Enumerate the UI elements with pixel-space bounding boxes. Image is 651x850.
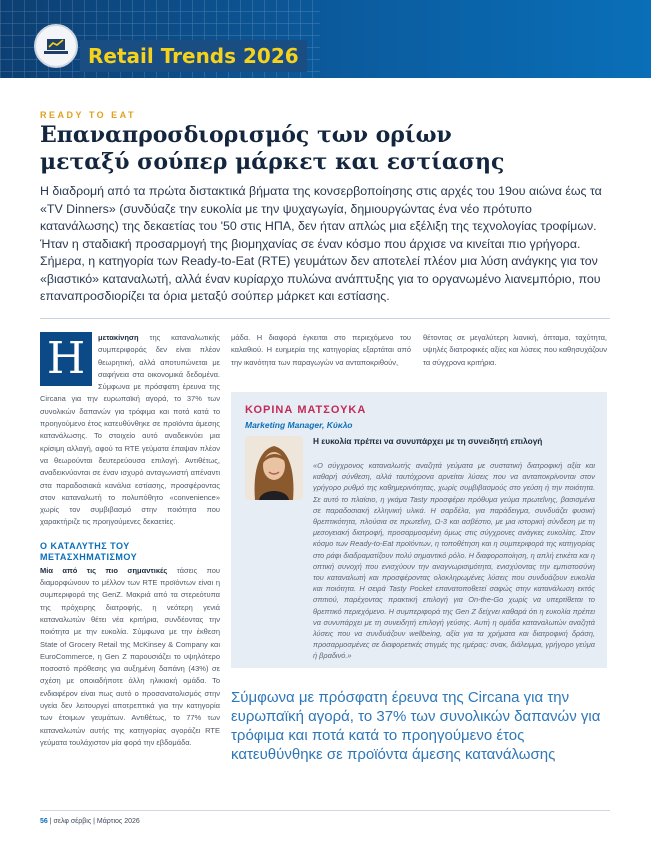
headline-line-2: μεταξύ σούπερ μάρκετ και εστίασης (40, 149, 505, 175)
portrait-photo (245, 436, 303, 500)
section-2-paragraph (40, 565, 220, 749)
section-2-bold: Μία από τις πιο σημαντικές (40, 565, 168, 575)
interview-question: Η ευκολία πρέπει να συνυπάρχει με τη συνειδητή επιλογή (313, 436, 543, 446)
section-2-text: τάσεις που διαμορφώνουν το μέλλον των RTE προϊόντων είναι η συμπεριφορά της GenZ. Μακριά από τα στερεότυπα της πρόχειρης διατροφής, η νεότερη γενιά καταναλωτών θέτει νέα κριτήρια, συνδέοντας την ποιότητα με την ευκολία. Σύμφωνα με την έκθεση State of Grocery Retail της McKinsey & Company και EuroCommerce, η Gen Z παρουσιάζει το υψηλότερο ποσοστό πρόθεσης για αυξημένη δαπάνη (43%) σε σχέση με οποιαδήποτε άλλη ηλικιακή ομάδα. Το ενδιαφέρον είναι πως αυτό ο προσανατολισμός στην υγεία δεν λειτουργεί αποτρεπτικά για την κατηγορία των έτοιμων γευμάτων. Αντιθέτως, το 77% των καταναλωτών αυτής της κατηγορίας αγοράζει RTE γεύματα τουλάχιστον μία φορά την εβδομάδα. (40, 565, 220, 747)
column-3-text: θέτοντας σε μεγαλύτερη λιανική, όπταμα, ταχύτητα, υψηλές διατροφικές αξίες και λύσεις που καθησυχάζουν τα σύγχρονα κριτήρια. (423, 333, 607, 367)
interviewee-role: Marketing Manager, Κύκλο (245, 420, 353, 430)
magazine-name: σελφ σέρβις (53, 818, 92, 825)
section-subhead: Ο ΚΑΤΑΛΥΤΗΣ ΤΟΥ ΜΕΤΑΣΧΗΜΑΤΙΣΜΟΥ (40, 540, 138, 562)
interview-box (231, 392, 607, 668)
chart-laptop-icon (34, 24, 78, 68)
intro-text: της καταναλωτικής συμπεριφοράς δεν είναι πλέον θεωρητική, αλλά αποτυπώνεται με σαφήνεια στα οικονομικά δεδομένα. Σύμφωνα με πρόσφατη έρευνα της Circana για την ευρωπαϊκή αγορά, το 37% των συνολικών δαπανών για τρόφιμα και ποτά κατά το προηγούμενο έτος κατευθύνθηκε σε προϊόντα άμεσης κατανάλωσης. Το στοιχείο αυτό αναδεικνύει μια κρίσιμη αλλαγή, αφού τα RTE γεύματα έπαψαν πλέον να θεωρούνται δευτερεύουσα επιλογή. Αντιθέτως, αναδεικνύονται σε έναν ισχυρό ανταγωνιστή απέναντι στα παραδοσιακά κανάλια εστίασης, προσφέροντας στον καταναλωτή το πολυπόθητο «convenience» χωρίς τον συμβιβασμό στην ποιότητα που χαρακτήριζε τις προηγούμενες δεκαετίες. (40, 333, 220, 527)
column-2 (231, 332, 411, 369)
interviewee-name: ΚΟΡΙΝΑ ΜΑΤΣΟΥΚΑ (245, 404, 367, 416)
page-footer (40, 818, 140, 825)
article-headline (40, 122, 600, 176)
pull-quote: Σύμφωνα με πρόσφατη έρευνα της Circana για την ευρωπαϊκή αγορά, το 37% των συνολικών δαπανών για τρόφιμα και ποτά κατά το προηγούμενο έτος κατευθύνθηκε σε προϊόντα άμεσης κατανάλωσης (231, 689, 601, 763)
issue-date: Μάρτιος 2026 (96, 818, 140, 825)
footer-separator-2: | (93, 818, 97, 825)
page-number: 56 (40, 818, 48, 825)
article-kicker: READY TO EAT (40, 110, 137, 120)
column-3 (423, 332, 607, 369)
footer-separator: | (49, 818, 54, 825)
intro-bold: μετακίνηση (98, 333, 139, 342)
drop-cap: Η (40, 332, 92, 386)
header-banner (0, 0, 651, 78)
headline-line-1: Επαναπροσδιορισμός των ορίων (40, 122, 452, 148)
divider (40, 318, 610, 319)
column-1 (40, 332, 220, 749)
interview-answer: «Ο σύγχρονος καταναλωτής αναζητά γεύματα με συστατική διατροφική αξία και καθαρή σύνθεση, αλλά ταυτόχρονα αρνείται λύσεις που να ανταποκρίνονται στον γρήγορο ρυθμό της καθημερινότητας, χωρίς συμβιβασμούς στο γεύση ή την ποιότητα. Σε αυτό το πλαίσιο, η γκάμα Tasty προσφέρει πρόθυμα γεύμα πρωτεΐνης, βασισμένα σε παραδοσιακή ελληνική υλικά. Η σαρδέλα, για παράδειγμα, συνδυάζει φυσική θρεπτικότητα, πλούσια σε πρωτεΐνη, Ω-3 και ασβέστιο, με μια ιστορική σύνδεση με τη μεσογειακή διατροφή, προσαρμοσμένη όμως στις σύγχρονες ανάγκες ευκολίας. Στον κόσμο των Ready-to-Eat προϊόντων, η τοποθέτηση και η συμπεριφορά της κατηγορίας στο ράφι διαδραματίζουν πολύ σημαντικό ρόλο. Η διαφοροποίηση, η απλή ετικέτα και η οπτική συνοχή που ενισχύουν την αναγνωρισιμότητα, ενισχύοντας την εμπιστοσύνη του καταναλωτή και προσφέροντας ολοκληρωμένες λύσεις που συνδυάζουν ευκολία και ποιότητα. Η σειρά Tasty Pocket επανατοποθετεί σαφώς στην κατανάλωση εκτός σπιτιού, παρέχοντας πρακτική επιλογή για On-the-Go χωρίς να υπερτίθεται το θρεπτικό περιεχόμενο. Η συμπεριφορά της Gen Z δείχνει καθαρά ότι η ευκολία πρέπει να συνυπάρχει με τη συνειδητή επιλογή γεύσης. Αυτή η ομάδα καταναλωτών αναζητά λύσεις που να συνδυάζουν wellbeing, αξία για τα χρήματα και διατροφική δράση, προσαρμοσμένες σε διαφορετικές στιγμές της ημέρας: σνακ, διάλειμμα, γρήγορο γεύμα ή βραδινό.» (313, 461, 595, 661)
section-title: Retail Trends 2026 (80, 40, 307, 72)
article-lead: Η διαδρομή από τα πρώτα διστακτικά βήματα της κονσερβοποίησης στις αρχές του 19ου αιώνα έως τα «TV Dinners» (συνδύαζε την ευκολία με την ψυχαγωγία, δημιουργώντας ένα νέο πρότυπο κατανάλωσης) της δεκαετίας του '50 στις ΗΠΑ, δεν ήταν απλώς μια εξέλιξη της τεχνολογίας τροφίμων. Ήταν η σταδιακή προσαρμογή της βιομηχανίας σε έναν κόσμο που άρχισε να κινείται πιο γρήγορα. Σήμερα, η κατηγορία των Ready-to-Eat (RTE) γευμάτων δεν αποτελεί πλέον μια λύση ανάγκης για τον «βιαστικό» καταναλωτή, αλλά έναν κυρίαρχο πυλώνα ανάπτυξης για το οργανωμένο λιανεμπόριο, που επαναπροσδιορίζει τα όρια μεταξύ σούπερ μάρκετ και εστίασης. (40, 184, 602, 303)
footer-divider (40, 810, 610, 811)
column-2-text: μάδα. Η διαφορά έγκειται στο περιεχόμενο του καλαθιού. Η ευημερία της κατηγορίας εξαρτάται από την ικανότητα των παραγωγών να ανταποκριθούν, (231, 333, 411, 367)
